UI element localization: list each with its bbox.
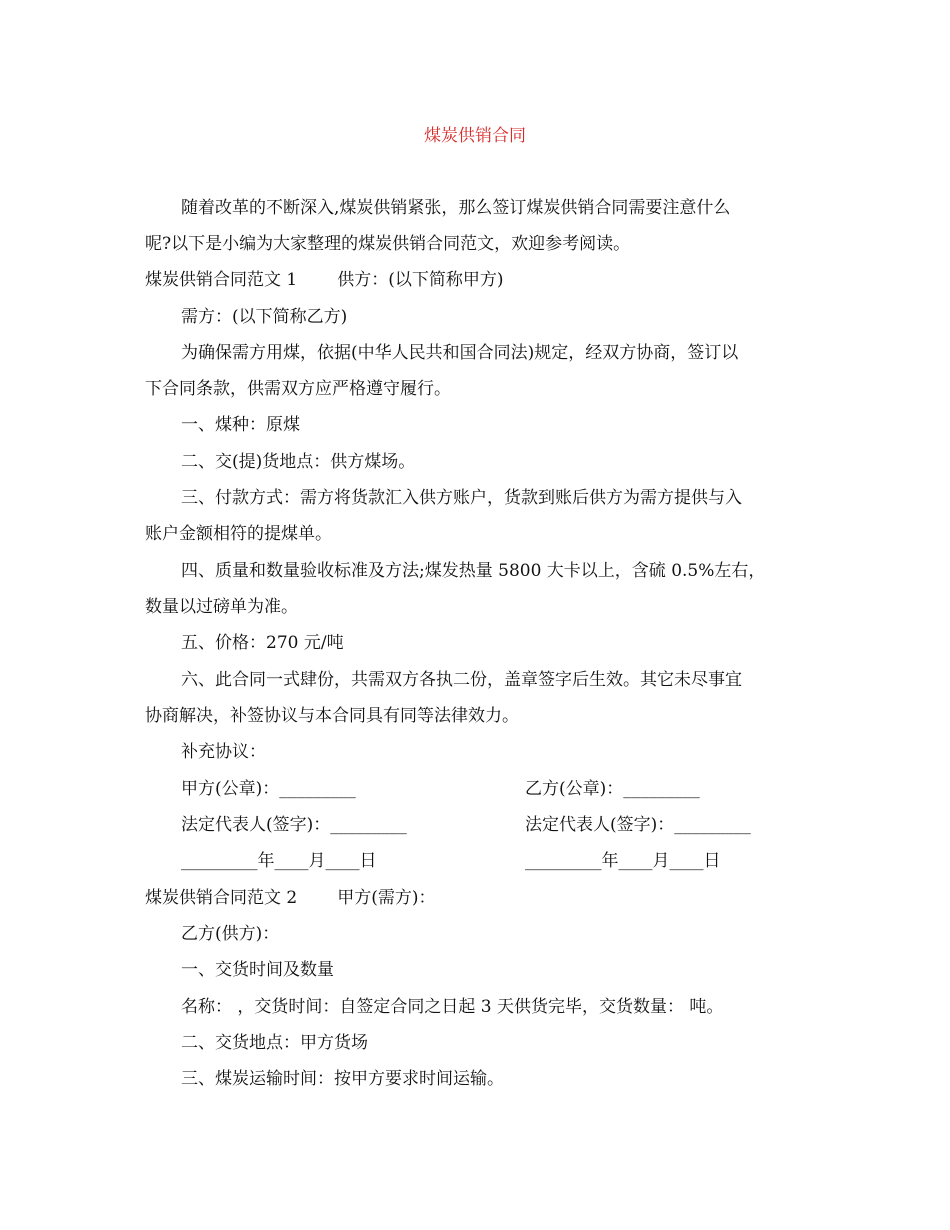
sample2-heading: 煤炭供销合同范文 2 (145, 888, 298, 908)
party-a-representative: 法定代表人(签字)：_________ (181, 815, 407, 835)
sample1-heading-row (145, 268, 504, 292)
sample1-clause: 数量以过磅单为准。 (145, 597, 298, 617)
sample2-heading-row (145, 886, 436, 910)
sample1-clause: 六、此合同一式肆份，共需双方各执二份，盖章签字后生效。其它未尽事宜 (181, 670, 742, 690)
intro-paragraph-line: 呢?以下是小编为大家整理的煤炭供销合同范文，欢迎参考阅读。 (145, 234, 631, 254)
sample1-clause: 五、价格：270 元/吨 (181, 633, 344, 653)
sample1-clause: 四、质量和数量验收标准及方法;煤发热量 5800 大卡以上，含硫 0.5%左右， (181, 561, 766, 581)
party-b-date: _________年____月____日 (525, 851, 721, 871)
party-a-date: _________年____月____日 (181, 851, 377, 871)
sample1-heading: 煤炭供销合同范文 1 (145, 270, 298, 290)
sample2-clause-detail: 名称： ，交货时间：自签定合同之日起 3 天供货完毕，交货数量： 吨。 (181, 997, 724, 1017)
sample2-clause: 一、交货时间及数量 (181, 960, 334, 980)
sample1-clause: 协商解决，补签协议与本合同具有同等法律效力。 (145, 706, 519, 726)
sample1-purpose-line: 为确保需方用煤，依据(中华人民共和国合同法)规定，经双方协商，签订以 (181, 343, 739, 363)
sample1-clause: 账户金额相符的提煤单。 (145, 524, 332, 544)
party-b-seal: 乙方(公章)：_________ (525, 779, 700, 799)
sample1-clause: 二、交(提)货地点：供方煤场。 (181, 452, 416, 472)
sample2-party-b: 乙方(供方)： (181, 924, 280, 944)
sample2-clause: 二、交货地点：甲方货场 (181, 1033, 368, 1053)
intro-paragraph-line: 随着改革的不断深入,煤炭供销紧张，那么签订煤炭供销合同需要注意什么 (181, 198, 731, 218)
sample2-party-a: 甲方(需方)： (337, 888, 436, 908)
party-a-seal: 甲方(公章)：_________ (181, 779, 356, 799)
sample1-clause: 一、煤种：原煤 (181, 415, 300, 435)
sample1-purpose-line: 下合同条款，供需双方应严格遵守履行。 (145, 379, 451, 399)
sample1-clause: 三、付款方式：需方将货款汇入供方账户，货款到账后供方为需方提供与入 (181, 488, 742, 508)
party-b-representative: 法定代表人(签字)：_________ (525, 815, 751, 835)
sample1-buyer: 需方：(以下简称乙方) (181, 307, 348, 327)
sample2-clause: 三、煤炭运输时间：按甲方要求时间运输。 (181, 1069, 504, 1089)
sample1-supplier: 供方：(以下简称甲方) (337, 270, 504, 290)
sample1-supplement-label: 补充协议： (181, 742, 266, 762)
document-title: 煤炭供销合同 (424, 126, 526, 146)
